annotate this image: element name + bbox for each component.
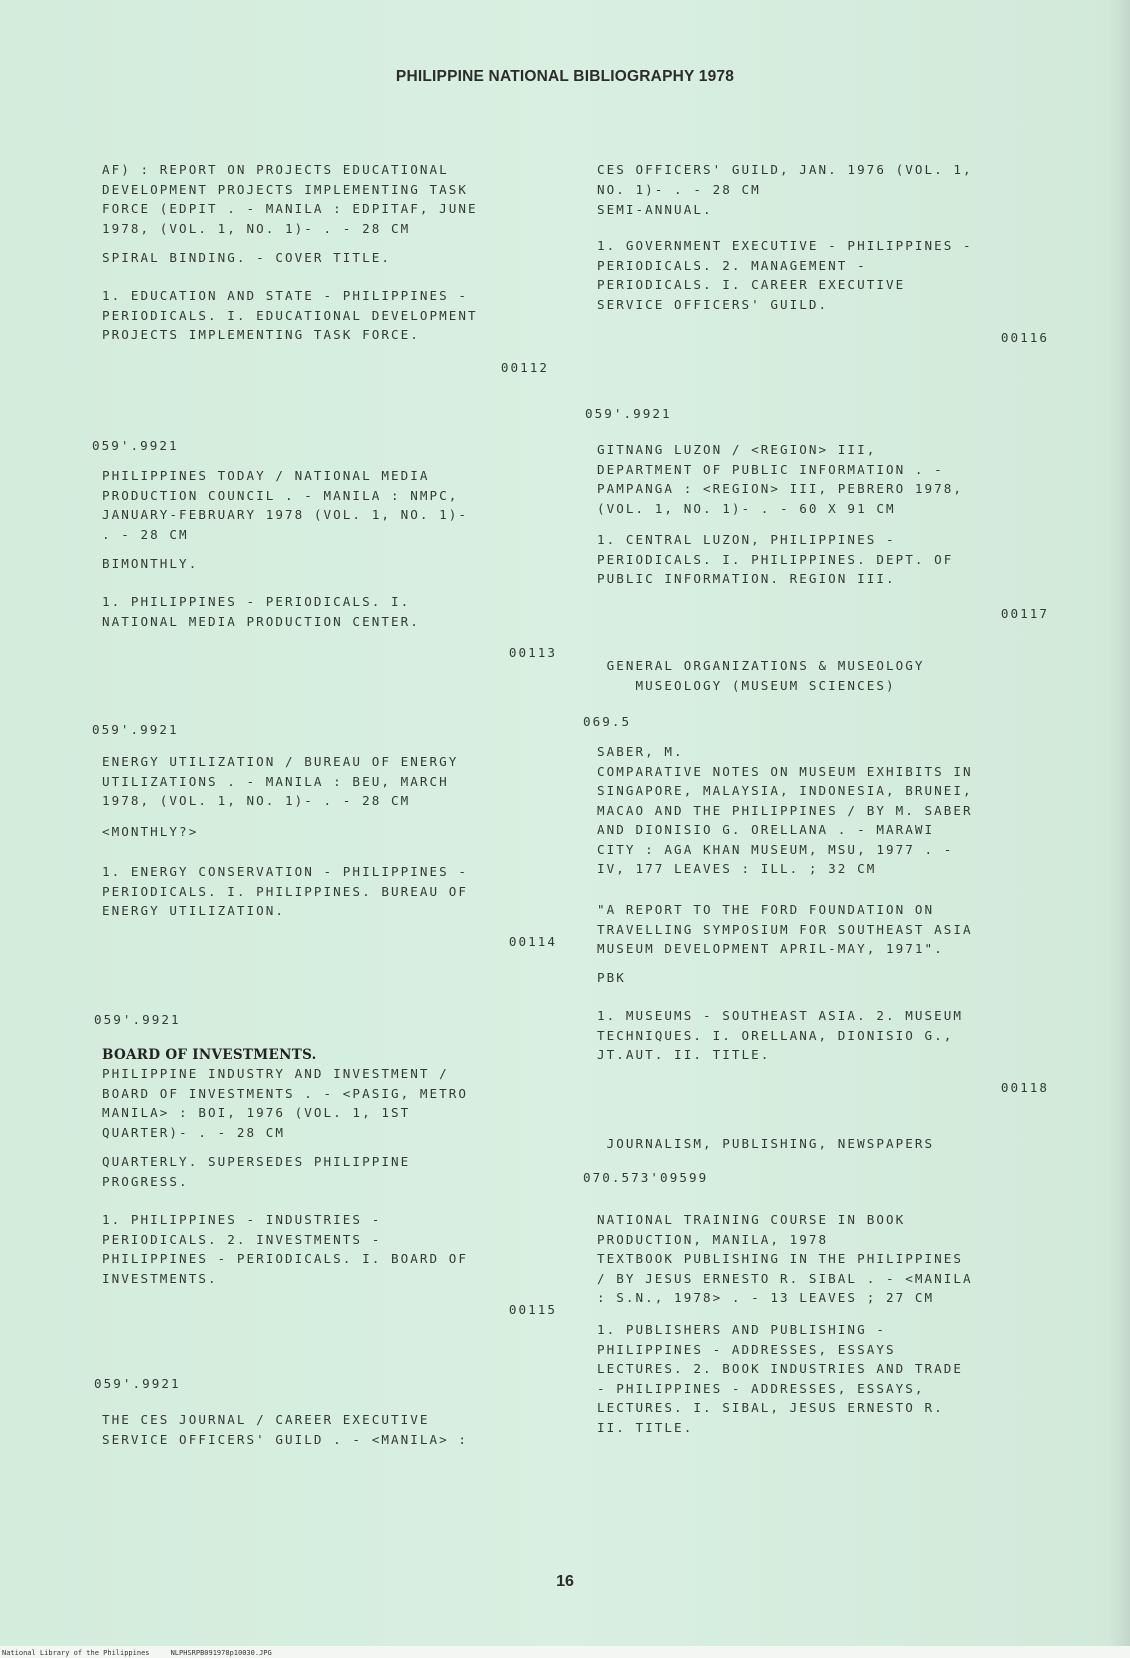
entry-00114-classification: 059'.9921 <box>92 722 179 737</box>
entry-00116-note: SEMI-ANNUAL. <box>597 202 713 217</box>
scan-footer <box>0 1646 1130 1658</box>
entry-00113-title: PHILIPPINES TODAY / NATIONAL MEDIA PRODUCTION COUNCIL . - MANILA : NMPC, JANUARY-FEBRUARY 1978 (VOL. 1, NO. 1)- . - 28 CM <box>102 468 469 542</box>
entry-00118-number: 00118 <box>1000 1080 1049 1095</box>
entry-00115-classification: 059'.9921 <box>94 1012 181 1027</box>
entry-00114-subjects: 1. ENERGY CONSERVATION - PHILIPPINES - PERIODICALS. I. PHILIPPINES. BUREAU OF ENERGY UTILIZATION. <box>102 864 469 918</box>
entry-00118-note2: PBK <box>597 970 626 985</box>
entry-00119-title: NATIONAL TRAINING COURSE IN BOOK PRODUCTION, MANILA, 1978 TEXTBOOK PUBLISHING IN THE PHILIPPINES / BY JESUS ERNESTO R. SIBAL . - <MANILA : S.N., 1978> . - 13 LEAVES ; 27 CM <box>597 1212 973 1305</box>
entry-00117-classification: 059'.9921 <box>585 406 672 421</box>
page-edge-shadow <box>1108 0 1130 1658</box>
entry-00118-title: SABER, M. COMPARATIVE NOTES ON MUSEUM EXHIBITS IN SINGAPORE, MALAYSIA, INDONESIA, BRUNEI, MACAO AND THE PHILIPPINES / BY M. SABER AND DIONISIO G. ORELLANA . - MARAWI CITY : AGA KHAN MUSEUM, MSU, 1977 . - IV, 177 LEAVES : ILL. ; 32 CM <box>597 744 973 876</box>
entry-00117-title: GITNANG LUZON / <REGION> III, DEPARTMENT OF PUBLIC INFORMATION . - PAMPANGA : <REGION> III, PEBRERO 1978, (VOL. 1, NO. 1)- . - 60 X 91 CM <box>597 442 964 516</box>
entry-00112-subjects: 1. EDUCATION AND STATE - PHILIPPINES - PERIODICALS. I. EDUCATIONAL DEVELOPMENT PROJECTS IMPLEMENTING TASK FORCE. <box>102 288 478 342</box>
entry-00117-number: 00117 <box>1000 606 1049 621</box>
entry-00114-number: 00114 <box>508 934 557 949</box>
entry-00116-title-cont: CES OFFICERS' GUILD, JAN. 1976 (VOL. 1, NO. 1)- . - 28 CM <box>597 162 973 197</box>
entry-00116-number: 00116 <box>1000 330 1049 345</box>
entry-00116-classification: 059'.9921 <box>94 1376 181 1391</box>
entry-00115-note: QUARTERLY. SUPERSEDES PHILIPPINE PROGRESS. <box>102 1154 411 1189</box>
entry-00119-subjects: 1. PUBLISHERS AND PUBLISHING - PHILIPPINES - ADDRESSES, ESSAYS LECTURES. 2. BOOK INDUSTRIES AND TRADE - PHILIPPINES - ADDRESSES, ESSAYS, LECTURES. I. SIBAL, JESUS ERNESTO R. II. TITLE. <box>597 1322 964 1435</box>
entry-00118-subjects: 1. MUSEUMS - SOUTHEAST ASIA. 2. MUSEUM TECHNIQUES. I. ORELLANA, DIONISIO G., JT.AUT. II. TITLE. <box>597 1008 964 1062</box>
entry-00114-note: <MONTHLY?> <box>102 824 199 839</box>
entry-00113-classification: 059'.9921 <box>92 438 179 453</box>
entry-00113-subjects: 1. PHILIPPINES - PERIODICALS. I. NATIONAL MEDIA PRODUCTION CENTER. <box>102 594 420 629</box>
entry-00119-classification: 070.573'09599 <box>583 1170 709 1185</box>
entry-00112-title: AF) : REPORT ON PROJECTS EDUCATIONAL DEVELOPMENT PROJECTS IMPLEMENTING TASK FORCE (EDPIT . - MANILA : EDPITAF, JUNE 1978, (VOL. 1, NO. 1)- . - 28 CM <box>102 162 478 236</box>
entry-00115-title: PHILIPPINE INDUSTRY AND INVESTMENT / BOARD OF INVESTMENTS . - <PASIG, METRO MANILA> : BOI, 1976 (VOL. 1, 1ST QUARTER)- . - 28 CM <box>102 1066 469 1140</box>
entry-00118-note: "A REPORT TO THE FORD FOUNDATION ON TRAVELLING SYMPOSIUM FOR SOUTHEAST ASIA MUSEUM DEVELOPMENT APRIL-MAY, 1971". <box>597 902 973 956</box>
entry-00114-title: ENERGY UTILIZATION / BUREAU OF ENERGY UTILIZATIONS . - MANILA : BEU, MARCH 1978, (VOL. 1, NO. 1)- . - 28 CM <box>102 754 459 808</box>
entry-00115-author: BOARD OF INVESTMENTS. <box>102 1047 317 1063</box>
entry-00115-number: 00115 <box>508 1302 557 1317</box>
entry-00117-subjects: 1. CENTRAL LUZON, PHILIPPINES - PERIODICALS. I. PHILIPPINES. DEPT. OF PUBLIC INFORMATION. REGION III. <box>597 532 954 586</box>
entry-00113-note: BIMONTHLY. <box>102 556 199 571</box>
page-number: 16 <box>556 1573 574 1590</box>
section-heading-journalism: JOURNALISM, PUBLISHING, NEWSPAPERS <box>597 1136 935 1151</box>
entry-00112-note: SPIRAL BINDING. - COVER TITLE. <box>102 250 391 265</box>
entry-00112-number: 00112 <box>500 360 549 375</box>
section-heading-museology: GENERAL ORGANIZATIONS & MUSEOLOGY MUSEOLOGY (MUSEUM SCIENCES) <box>606 658 925 693</box>
entry-00118-classification: 069.5 <box>583 714 632 729</box>
running-heading: PHILIPPINE NATIONAL BIBLIOGRAPHY 1978 <box>395 68 735 85</box>
scan-footer-text: National Library of the Philippines NLPHSRPB0919​78p10030.JPG <box>2 1649 272 1657</box>
entry-00113-number: 00113 <box>508 645 557 660</box>
entry-00116-title-start: THE CES JOURNAL / CAREER EXECUTIVE SERVICE OFFICERS' GUILD . - <MANILA> : <box>102 1412 469 1447</box>
entry-00115-subjects: 1. PHILIPPINES - INDUSTRIES - PERIODICALS. 2. INVESTMENTS - PHILIPPINES - PERIODICALS. I. BOARD OF INVESTMENTS. <box>102 1212 469 1286</box>
entry-00116-subjects: 1. GOVERNMENT EXECUTIVE - PHILIPPINES - PERIODICALS. 2. MANAGEMENT - PERIODICALS. I. CAREER EXECUTIVE SERVICE OFFICERS' GUILD. <box>597 238 973 312</box>
